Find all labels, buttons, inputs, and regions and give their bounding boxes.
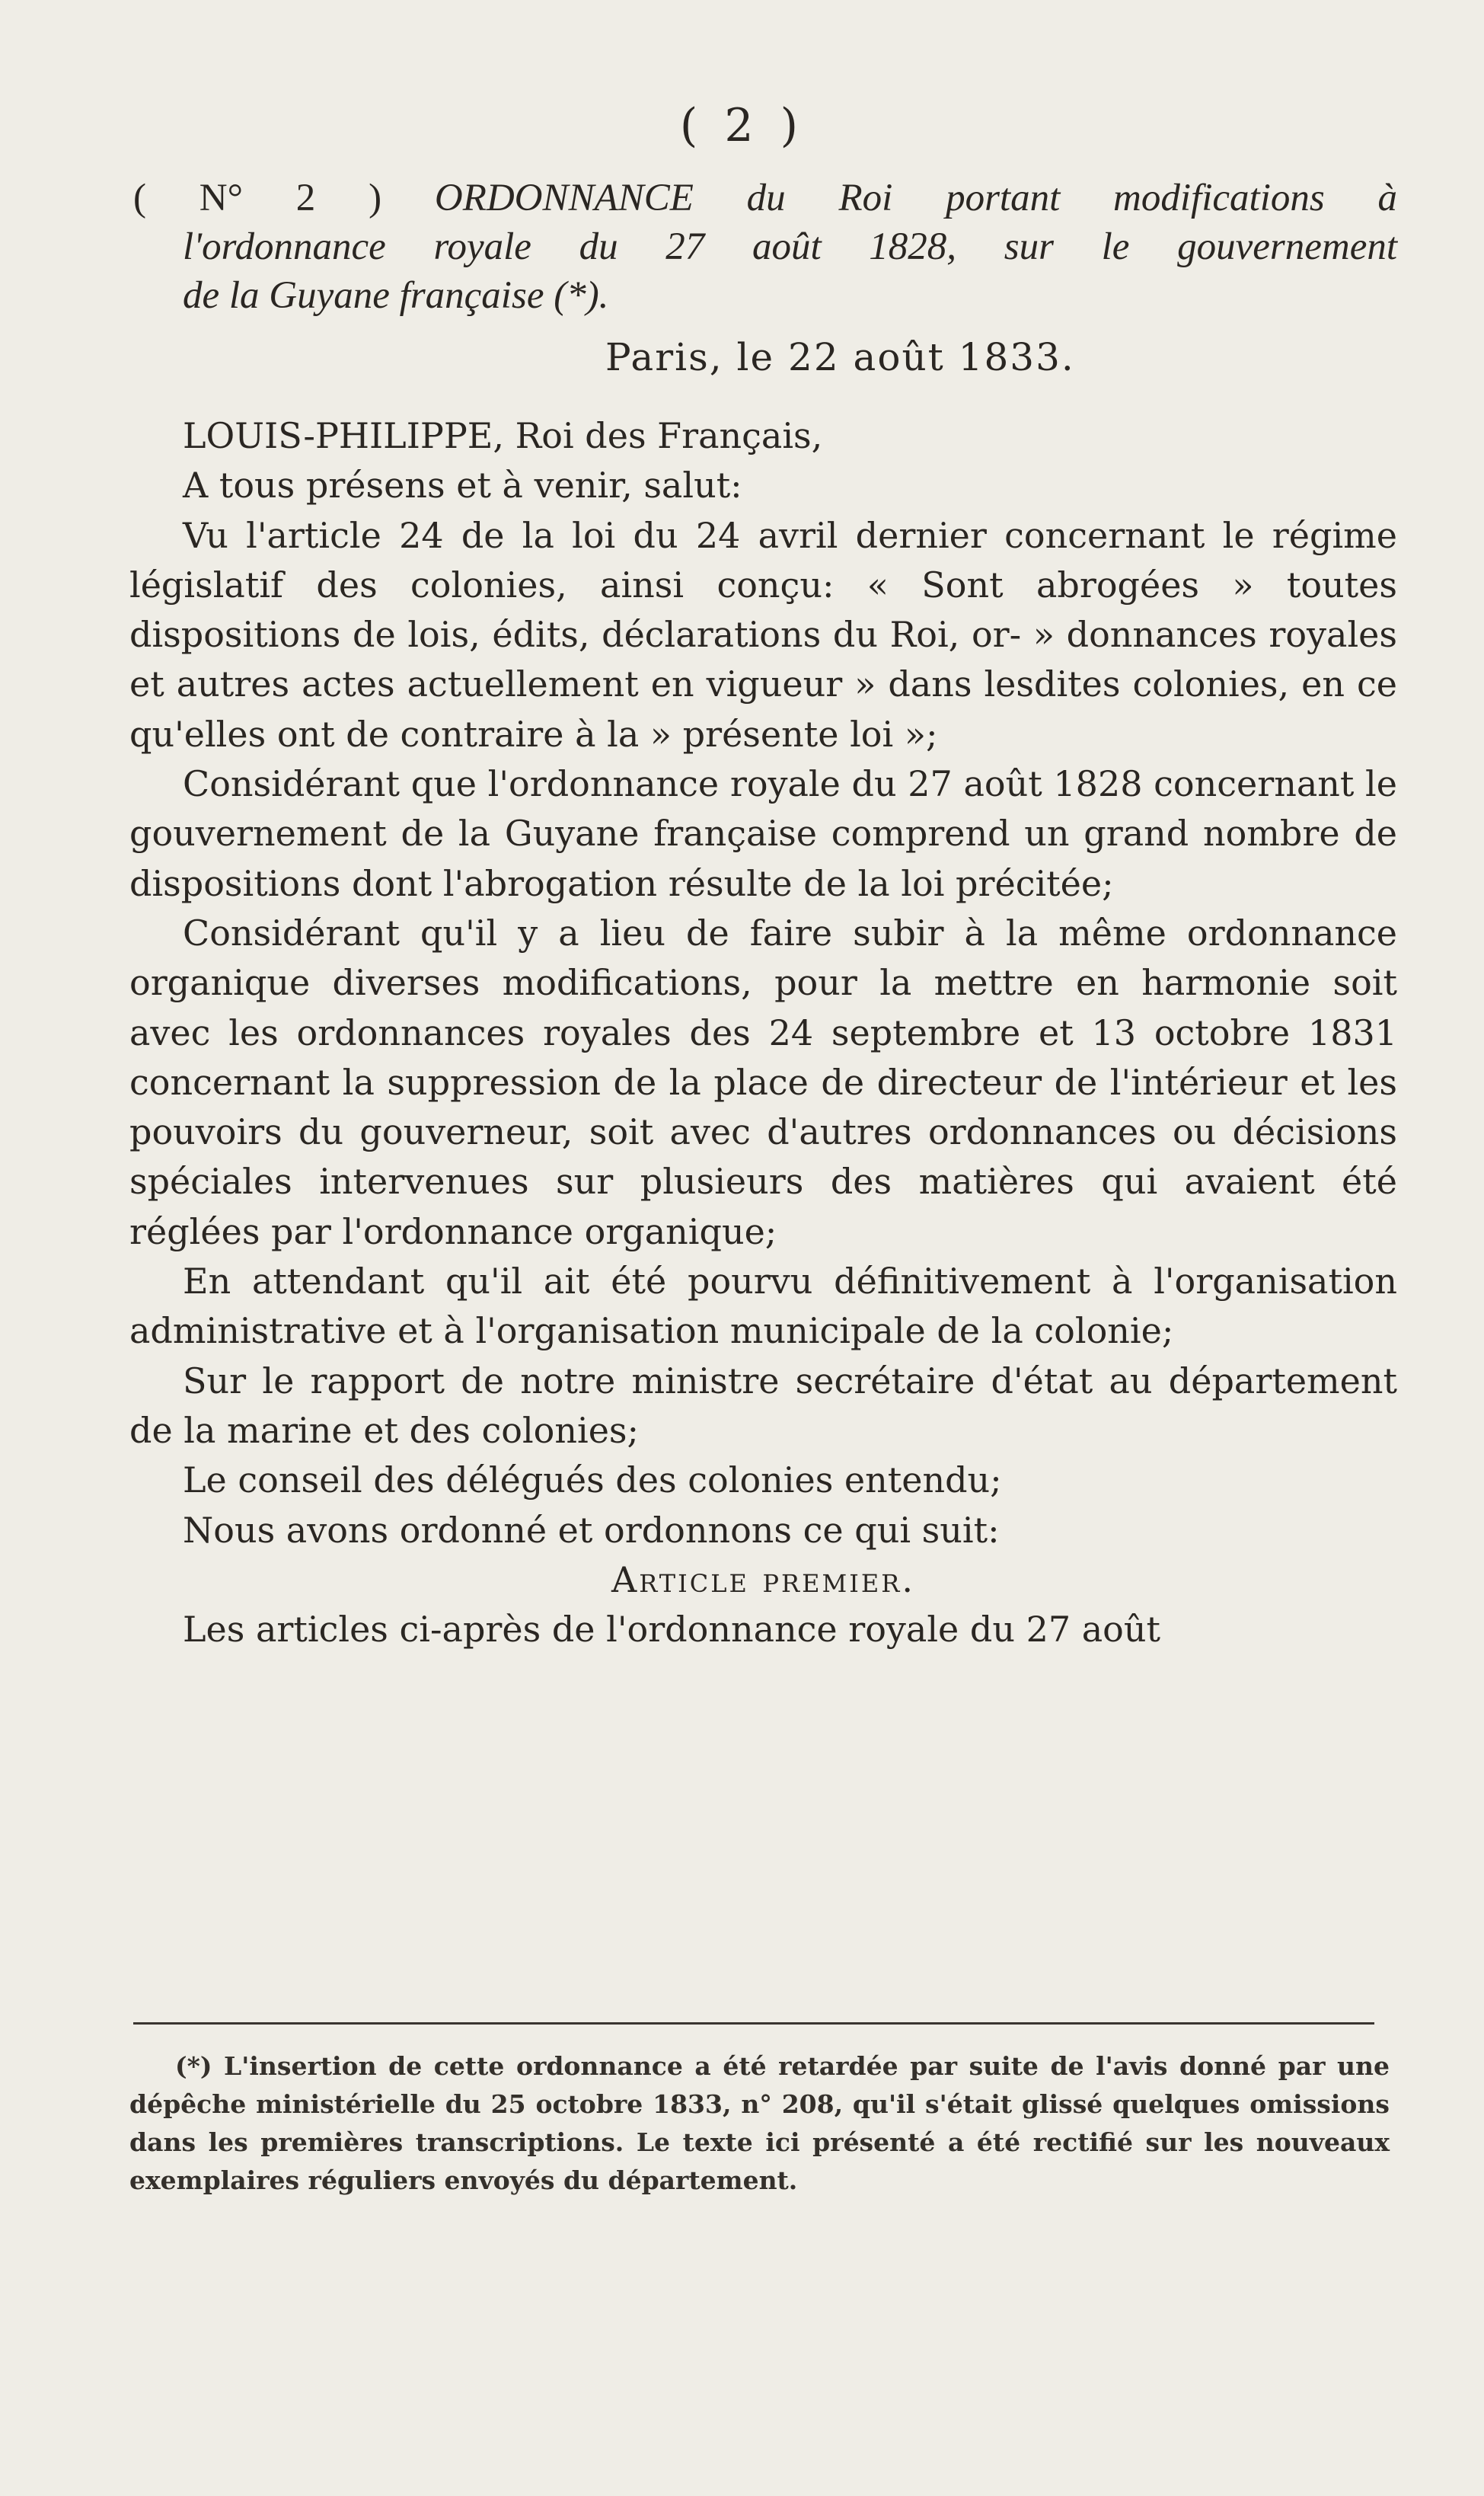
footnote: (*) L'insertion de cette ordonnance a été retardée par suite de l'avis donné par une dépêche ministérielle du 25 octobre 1833, n° 208, qu'il s'était glissé quelques omissions dans les premières transcriptions. Le texte ici présenté a été rectifié sur les nouveaux exemplaires réguliers envoyés du département.	[129, 2051, 1390, 2195]
paragraph-considerant-1: Considérant que l'ordonnance royale du 27 août 1828 concernant le gouvernement de la Guyane française comprend un grand nombre de dispositions dont l'abrogation résulte de la loi précitée;	[129, 763, 1397, 904]
paragraph-ordonnons: Nous avons ordonné et ordonnons ce qui suit:	[183, 1509, 1000, 1551]
title-line-1-text: ORDONNANCE du Roi portant modifications à	[434, 177, 1397, 219]
king-salutation: LOUIS-PHILIPPE, Roi des Français,	[183, 415, 823, 456]
ordinance-date: Paris, le 22 août 1833.	[605, 335, 1075, 379]
paragraph-conseil: Le conseil des délégués des colonies entendu;	[183, 1459, 1002, 1501]
article-heading: Article premier.	[611, 1558, 915, 1600]
page-number: ( 2 )	[679, 99, 805, 152]
paragraph-vu: Vu l'article 24 de la loi du 24 avril dernier concernant le régime législatif des colonies, ainsi conçu: « Sont abrogées » toutes dispositions de lois, édits, déclarations du Roi, or- » donnances royales et autres actes actuellement en vigueur » dans lesdites colonies, en ce qu'elles ont de contraire à la » présente loi »;	[129, 514, 1397, 755]
ordinance-number: ( N° 2 )	[133, 177, 382, 219]
ordinance-title	[133, 174, 1397, 320]
paragraph-considerant-2: Considérant qu'il y a lieu de faire subir à la même ordonnance organique diverses modifications, pour la mettre en harmonie soit avec les ordonnances royales des 24 septembre et 13 octobre 1831 concernant la suppression de la place de directeur de l'intérieur et les pouvoirs du gouverneur, soit avec d'autres ordonnances ou décisions spéciales intervenues sur plusieurs des matières qui avaient été réglées par l'ordonnance organique;	[129, 912, 1397, 1252]
title-line-2: l'ordonnance royale du 27 août 1828, sur le gouvernement	[183, 225, 1397, 268]
article-first-line: Les articles ci-après de l'ordonnance royale du 27 août	[183, 1609, 1160, 1651]
paragraph-en-attendant: En attendant qu'il ait été pourvu définitivement à l'organisation administrative et à l'organisation municipale de la colonie;	[129, 1261, 1397, 1352]
ordinance-body	[129, 411, 1397, 1654]
salutation-line: A tous présens et à venir, salut:	[183, 465, 742, 507]
title-line-1	[133, 174, 1397, 222]
footnote-divider	[133, 2022, 1374, 2025]
paragraph-rapport: Sur le rapport de notre ministre secrétaire d'état au département de la marine et des colonies;	[129, 1360, 1397, 1451]
title-line-3: de la Guyane française (*).	[183, 274, 609, 317]
